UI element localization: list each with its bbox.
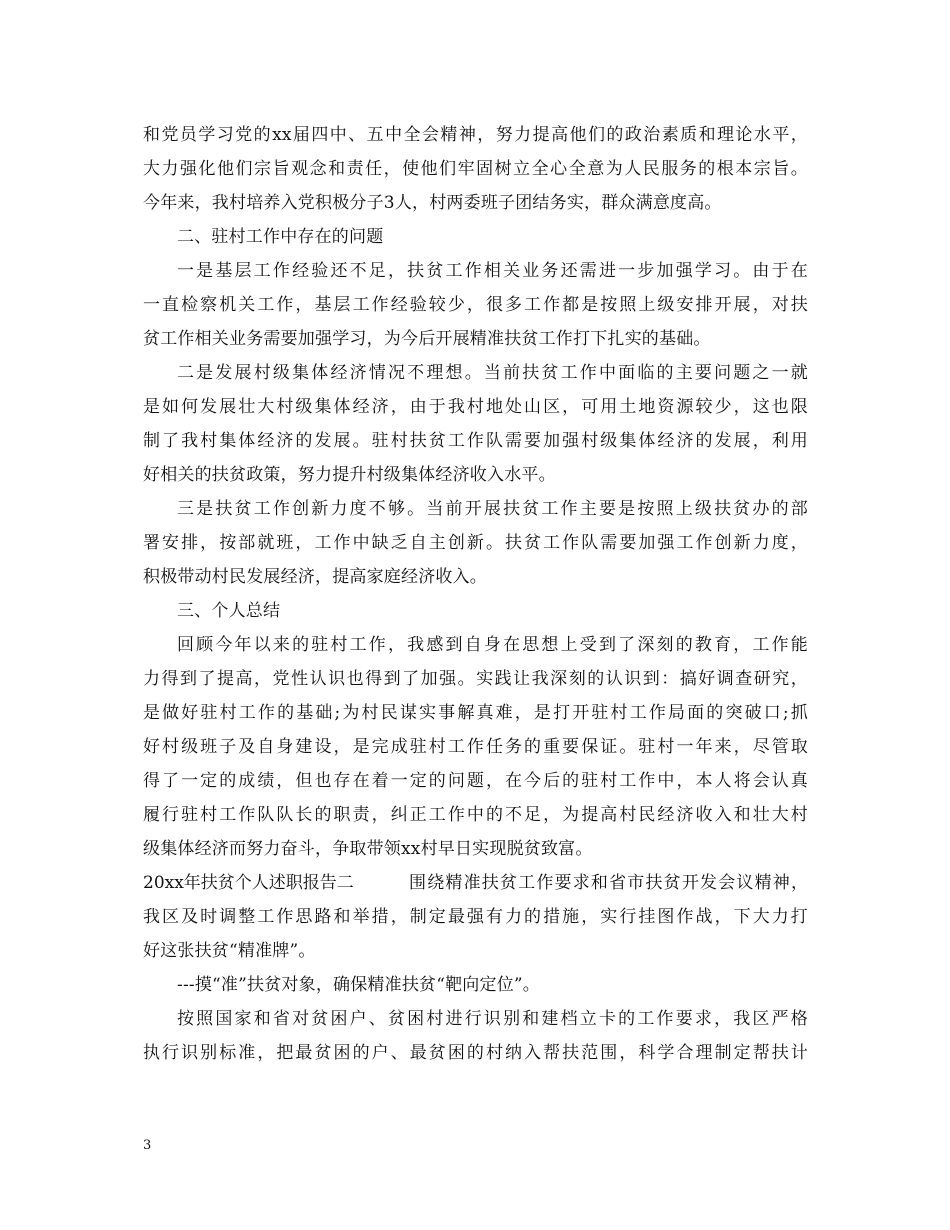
text-line: 级集体经济而努力奋斗，争取带领xx村早日实现脱贫致富。 xyxy=(143,839,593,859)
text-line: 力得到了提高，党性认识也得到了加强。实践让我深刻的认识到：搞好调查研究， xyxy=(143,669,808,689)
text-line: 三是扶贫工作创新力度不够。当前开展扶贫工作主要是按照上级扶贫办的部 xyxy=(177,499,808,519)
text-line: 今年来，我村培养入党积极分子3人，村两委班子团结务实，群众满意度高。 xyxy=(143,193,722,213)
text-line: 得了一定的成绩，但也存在着一定的问题，在今后的驻村工作中，本人将会认真 xyxy=(143,771,808,791)
text-line: 是如何发展壮大村级集体经济，由于我村地处山区，可用土地资源较少，这也限 xyxy=(143,397,808,417)
text-line: 执行识别标准，把最贫困的户、最贫困的村纳入帮扶范围，科学合理制定帮扶计 xyxy=(143,1043,808,1063)
text-line: 一是基层工作经验还不足，扶贫工作相关业务还需进一步加强学习。由于在 xyxy=(177,261,808,281)
text-line: 履行驻村工作队队长的职责，纠正工作中的不足，为提高村民经济收入和壮大村 xyxy=(143,805,808,825)
text-line: 是做好驻村工作的基础;为村民谋实事解真难，是打开驻村工作局面的突破口;抓 xyxy=(143,703,808,723)
text-line: 按照国家和省对贫困户、贫困村进行识别和建档立卡的工作要求，我区严格 xyxy=(177,1009,808,1029)
text-line: 署安排，按部就班，工作中缺乏自主创新。扶贫工作队需要加强工作创新力度， xyxy=(143,533,808,553)
text-line: 贫工作相关业务需要加强学习，为今后开展精准扶贫工作打下扎实的基础。 xyxy=(143,329,711,349)
text-line: 二是发展村级集体经济情况不理想。当前扶贫工作中面临的主要问题之一就 xyxy=(177,363,808,383)
text-line: 和党员学习党的xx届四中、五中全会精神，努力提高他们的政治素质和理论水平， xyxy=(143,125,808,145)
text-line: 回顾今年以来的驻村工作，我感到自身在思想上受到了深刻的教育，工作能 xyxy=(177,635,808,655)
text-line: 好村级班子及自身建设，是完成驻村工作任务的重要保证。驻村一年来，尽管取 xyxy=(143,737,808,757)
report-title: 20xx年扶贫个人述职报告二 xyxy=(143,873,354,893)
text-line: 一直检察机关工作，基层工作经验较少，很多工作都是按照上级安排开展，对扶 xyxy=(143,295,808,315)
text-line: 好这张扶贫“精准牌”。 xyxy=(143,941,316,961)
text-line: 好相关的扶贫政策，努力提升村级集体经济收入水平。 xyxy=(143,465,556,485)
text-line: 制了我村集体经济的发展。驻村扶贫工作队需要加强村级集体经济的发展，利用 xyxy=(143,431,808,451)
page-number: 3 xyxy=(143,1138,152,1153)
text-line: 围绕精准扶贫工作要求和省市扶贫开发会议精神， xyxy=(409,873,808,893)
text-line: 积极带动村民发展经济，提高家庭经济收入。 xyxy=(143,567,487,587)
section-heading: 三、个人总结 xyxy=(177,601,281,621)
report-title-line xyxy=(143,866,808,900)
text-line: 大力强化他们宗旨观念和责任，使他们牢固树立全心全意为人民服务的根本宗旨。 xyxy=(143,159,808,179)
section-heading: 二、驻村工作中存在的问题 xyxy=(177,227,384,247)
subheading: ---摸“准”扶贫对象，确保精准扶贫“靶向定位”。 xyxy=(177,975,540,995)
text-line: 我区及时调整工作思路和举措，制定最强有力的措施，实行挂图作战，下大力打 xyxy=(143,907,808,927)
